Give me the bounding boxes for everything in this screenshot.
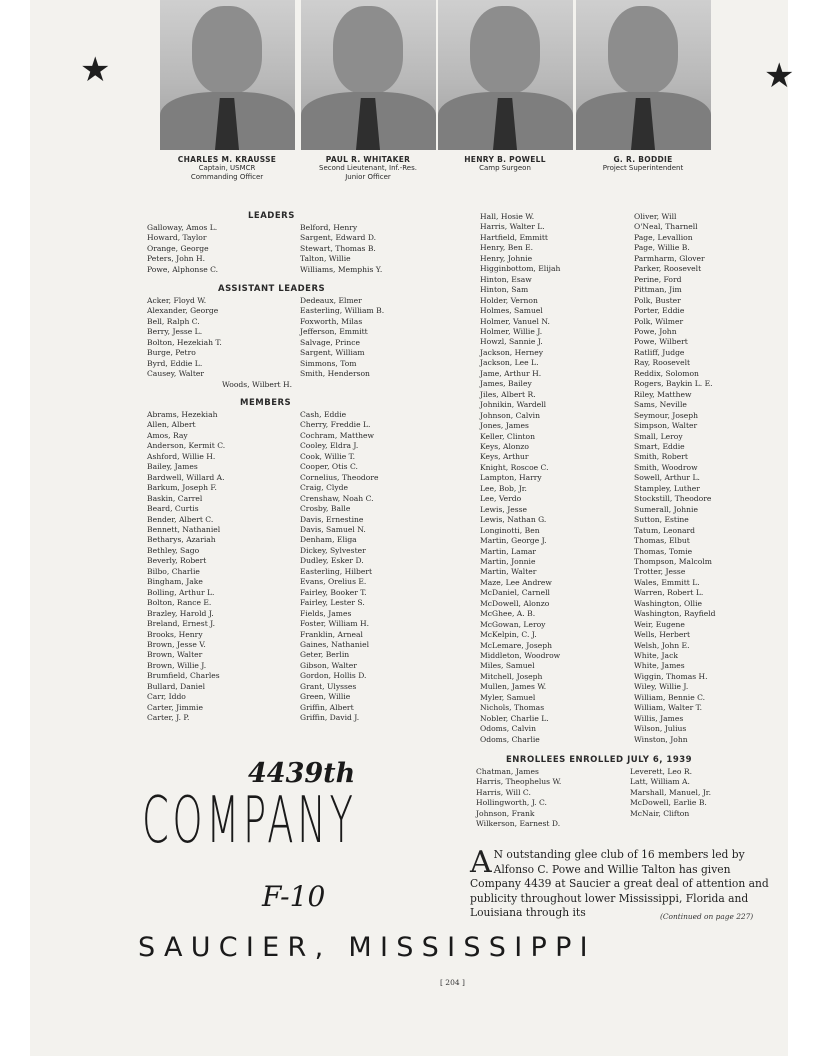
- roster-name: Thomas, Elbut: [634, 536, 690, 546]
- drop-cap: A: [470, 845, 492, 880]
- roster-name: Higginbottom, Elijah: [480, 264, 561, 274]
- roster-name: Talton, Willie: [300, 254, 351, 264]
- roster-name: Holder, Vernon: [480, 295, 538, 305]
- roster-name: Cook, Willie T.: [300, 451, 356, 461]
- roster-name: Bailey, James: [147, 462, 198, 472]
- officer-photo: [160, 0, 295, 150]
- company-code: F-10: [262, 880, 326, 913]
- roster-name: Harris, Theophelus W.: [476, 777, 562, 787]
- roster-name: Betharys, Azariah: [147, 535, 216, 545]
- officer-name: HENRY B. POWELL: [464, 155, 546, 164]
- roster-name: Carter, J. P.: [147, 713, 190, 723]
- roster-name: Cornelius, Theodore: [300, 472, 379, 482]
- roster-name: Bullard, Daniel: [147, 681, 206, 691]
- roster-name: Brooks, Henry: [147, 629, 203, 639]
- roster-name: Oliver, Will: [634, 212, 677, 221]
- roster-name: Holmer, Vanuel N.: [480, 316, 550, 326]
- roster-name: Smith, Robert: [634, 452, 688, 462]
- roster-name: Fairley, Lester S.: [300, 598, 365, 608]
- leaders-left-list: [147, 223, 218, 275]
- roster-name: Wells, Herbert: [634, 630, 691, 640]
- roster-name: Sargent, Edward D.: [300, 233, 377, 243]
- officer-rank: Captain, USMCR: [198, 164, 256, 172]
- members-heading: MEMBERS: [240, 398, 292, 408]
- roster-name: Thompson, Malcolm: [634, 556, 712, 566]
- roster-name: Stockstill, Theodore: [634, 494, 712, 504]
- roster-name: Dickey, Sylvester: [300, 545, 366, 555]
- roster-name: Jackson, Herney: [480, 347, 544, 357]
- roster-name: Odoms, Charlie: [480, 734, 540, 744]
- officer-caption: [568, 155, 718, 173]
- leaders-right-list: [300, 223, 382, 275]
- roster-name: McLemare, Joseph: [480, 640, 553, 650]
- roster-name: Gaines, Nathaniel: [300, 639, 370, 649]
- roster-name: Powe, John: [634, 326, 677, 336]
- roster-name: Cooley, Eldra J.: [300, 441, 359, 451]
- roster-name: Wilkerson, Earnest D.: [476, 819, 561, 829]
- roster-name: Orange, George: [147, 243, 209, 253]
- roster-name: Hinton, Esaw: [480, 274, 532, 284]
- roster-name: Simpson, Walter: [634, 421, 698, 431]
- roster-name: Willis, James: [634, 713, 684, 723]
- roster-name: McNair, Clifton: [630, 808, 690, 818]
- members-column-4: [634, 212, 716, 745]
- roster-name: Galloway, Amos L.: [147, 223, 218, 232]
- roster-name: Bennett, Nathaniel: [147, 524, 221, 534]
- roster-name: Bolton, Rance E.: [147, 598, 212, 608]
- leaders-heading: LEADERS: [248, 211, 295, 221]
- roster-name: Brown, Jesse V.: [147, 639, 206, 649]
- roster-name: Williams, Memphis Y.: [300, 264, 383, 274]
- roster-name: Tatum, Leonard: [634, 525, 695, 535]
- roster-name: Jackson, Lee L.: [480, 358, 539, 368]
- roster-name: Green, Willie: [300, 692, 351, 702]
- roster-name: William, Walter T.: [634, 703, 702, 713]
- officer-rank: Project Superintendent: [602, 164, 684, 172]
- roster-name: Mullen, James W.: [480, 682, 547, 692]
- roster-name: Odoms, Calvin: [480, 724, 536, 734]
- roster-name: Seymour, Joseph: [634, 410, 699, 420]
- roster-name: McDowell, Alonzo: [480, 598, 550, 608]
- roster-name: Geter, Berlin: [300, 650, 350, 660]
- roster-name: Harris, Walter L.: [480, 222, 545, 232]
- officer-name: CHARLES M. KRAUSSE: [177, 155, 277, 164]
- officer-rank: Second Lieutenant, Inf.-Res.: [319, 164, 417, 172]
- roster-name: Nobler, Charlie L.: [480, 713, 549, 723]
- roster-name: Ashford, Willie H.: [147, 451, 216, 461]
- roster-name: Dedeaux, Elmer: [300, 296, 362, 305]
- roster-name: Chatman, James: [476, 767, 539, 776]
- roster-name: Beard, Curtis: [147, 504, 199, 514]
- roster-name: Lewis, Nathan G.: [480, 515, 547, 525]
- roster-name: Brumfield, Charles: [147, 671, 220, 681]
- roster-name: Bingham, Jake: [147, 577, 203, 587]
- roster-name: Wiggin, Thomas H.: [634, 671, 708, 681]
- assistant-leaders-heading: ASSISTANT LEADERS: [218, 284, 326, 294]
- roster-name: Griffin, Albert: [300, 702, 354, 712]
- roster-name: Winston, John: [634, 734, 688, 744]
- roster-name: Henry, Ben E.: [480, 243, 534, 253]
- roster-name: Jiles, Albert R.: [480, 389, 536, 399]
- roster-name: Abrams, Hezekiah: [147, 410, 218, 419]
- roster-name: Thomas, Tomie: [634, 546, 693, 556]
- roster-name: Johnson, Calvin: [480, 410, 540, 420]
- roster-name: Wales, Emmitt L.: [634, 577, 700, 587]
- roster-name: Perine, Ford: [634, 274, 682, 284]
- roster-name: William, Bennie C.: [634, 692, 706, 702]
- roster-name: Alexander, George: [147, 306, 219, 316]
- roster-name: Trotter, Jesse: [634, 567, 686, 577]
- roster-name: Beverly, Robert: [147, 556, 207, 566]
- roster-name: Acker, Floyd W.: [147, 296, 207, 305]
- enrollees-left-list: [476, 767, 561, 830]
- roster-name: Cooper, Otis C.: [300, 462, 358, 472]
- roster-name: Crenshaw, Noah C.: [300, 493, 374, 503]
- roster-name: Denham, Eliga: [300, 535, 357, 545]
- roster-name: Brown, Walter: [147, 650, 203, 660]
- roster-name: Gordon, Hollis D.: [300, 671, 367, 681]
- roster-name: Middleton, Woodrow: [480, 651, 561, 661]
- enrollees-right-list: [630, 767, 711, 819]
- roster-name: Belford, Henry: [300, 223, 358, 232]
- roster-name: Cochram, Matthew: [300, 430, 375, 440]
- roster-name: Hall, Hosie W.: [480, 212, 535, 221]
- roster-name: Stewart, Thomas B.: [300, 243, 376, 253]
- roster-name: Bilbo, Charlie: [147, 566, 200, 576]
- roster-name: Powe, Wilbert: [634, 337, 688, 347]
- roster-name: Dudley, Esker D.: [300, 556, 364, 566]
- star-icon: ★: [80, 50, 111, 90]
- roster-name: Reddix, Solomon: [634, 368, 699, 378]
- roster-name: Anderson, Kermit C.: [147, 441, 226, 451]
- star-icon: ★: [764, 56, 795, 96]
- roster-name: Johnikin, Wardell: [480, 400, 547, 410]
- roster-name: Hartfield, Emmitt: [480, 232, 548, 242]
- roster-name: Cherry, Freddie L.: [300, 420, 371, 430]
- roster-name: Causey, Walter: [147, 369, 205, 379]
- roster-name: Fairley, Booker T.: [300, 587, 367, 597]
- roster-name: Lewis, Jesse: [480, 504, 528, 514]
- roster-name: Washington, Ollie: [634, 598, 702, 608]
- officer-role: Junior Officer: [345, 173, 391, 181]
- officer-photo: [576, 0, 711, 150]
- continued-note: (Continued on page 227): [660, 912, 754, 921]
- roster-name: Mitchell, Joseph: [480, 671, 543, 681]
- roster-name: Johnson, Frank: [476, 808, 535, 818]
- roster-name: Latt, William A.: [630, 777, 690, 787]
- roster-name: Smith, Woodrow: [634, 462, 698, 472]
- roster-name: Henry, Johnie: [480, 253, 533, 263]
- officer-rank: Camp Surgeon: [479, 164, 531, 172]
- roster-name: Easterling, William B.: [300, 306, 385, 316]
- officer-photo: [438, 0, 573, 150]
- roster-name: Martin, Jonnie: [480, 556, 536, 566]
- roster-name: Foxworth, Milas: [300, 316, 363, 326]
- assistant-leaders-right-list: [300, 296, 384, 380]
- roster-name: Howzl, Sannie J.: [480, 337, 543, 347]
- members-column-3: [480, 212, 560, 745]
- roster-name: Sumerall, Johnie: [634, 504, 698, 514]
- roster-name: Baskin, Carrel: [147, 493, 203, 503]
- roster-name: Washington, Rayfield: [634, 609, 716, 619]
- roster-name: White, James: [634, 661, 685, 671]
- roster-name: White, Jack: [634, 651, 678, 661]
- roster-name: Sutton, Estine: [634, 515, 689, 525]
- roster-name: Allen, Albert: [147, 420, 196, 430]
- roster-name: Bethley, Sago: [147, 545, 200, 555]
- roster-name: McDowell, Earlie B.: [630, 798, 707, 808]
- roster-name: Wiley, Willie J.: [634, 682, 689, 692]
- officer-caption: [152, 155, 302, 182]
- roster-name: Holmer, Willie J.: [480, 326, 543, 336]
- roster-name: Parmharm, Glover: [634, 253, 705, 263]
- roster-name: Franklin, Arneal: [300, 629, 363, 639]
- roster-name: Howard, Taylor: [147, 233, 207, 243]
- roster-name: Polk, Wilmer: [634, 316, 684, 326]
- roster-name: Smith, Henderson: [300, 369, 370, 379]
- roster-name: Lampton, Harry: [480, 473, 542, 483]
- roster-name: Miles, Samuel: [480, 661, 535, 671]
- roster-name: Leverett, Leo R.: [630, 767, 693, 776]
- roster-name: Keys, Alonzo: [480, 441, 529, 451]
- roster-name: McKelpin, C. J.: [480, 630, 537, 640]
- roster-name: Davis, Samuel N.: [300, 524, 366, 534]
- members-column-2: [300, 410, 378, 724]
- roster-name: McGowan, Leroy: [480, 619, 546, 629]
- roster-name: Bender, Albert C.: [147, 514, 214, 524]
- roster-name: Jame, Arthur H.: [480, 368, 542, 378]
- roster-name: Smart, Eddie: [634, 441, 685, 451]
- roster-name: Rogers, Baykin L. E.: [634, 379, 713, 389]
- officer-caption: [293, 155, 443, 182]
- roster-name: Foster, William H.: [300, 619, 370, 629]
- roster-name: Craig, Clyde: [300, 483, 348, 493]
- roster-name: Gibson, Walter: [300, 660, 357, 670]
- roster-name: Barkum, Joseph F.: [147, 483, 217, 493]
- roster-name: Riley, Matthew: [634, 389, 692, 399]
- roster-name: Byrd, Eddie L.: [147, 358, 203, 368]
- officer-photo: [301, 0, 436, 150]
- roster-name: Amos, Ray: [147, 430, 188, 440]
- roster-name: Easterling, Hilbert: [300, 566, 373, 576]
- roster-name: Davis, Ernestine: [300, 514, 364, 524]
- roster-name: Parker, Roosevelt: [634, 264, 702, 274]
- roster-name: Myler, Samuel: [480, 692, 536, 702]
- enrollees-heading: ENROLLEES ENROLLED JULY 6, 1939: [506, 755, 693, 765]
- roster-name: Keller, Clinton: [480, 431, 536, 441]
- roster-name: Fields, James: [300, 608, 352, 618]
- roster-name: Ratliff, Judge: [634, 347, 685, 357]
- officer-caption: [430, 155, 580, 173]
- roster-name: Polk, Buster: [634, 295, 681, 305]
- roster-name: Ray, Roosevelt: [634, 358, 691, 368]
- officer-name: G. R. BODDIE: [613, 155, 673, 164]
- roster-name: Pittman, Jim: [634, 285, 682, 295]
- roster-name: Martin, Lamar: [480, 546, 537, 556]
- roster-name: Breland, Ernest J.: [147, 619, 216, 629]
- roster-name: Harris, Will C.: [476, 787, 531, 797]
- roster-name: Hollingworth, J. C.: [476, 798, 547, 808]
- roster-name: Burge, Petro: [147, 348, 196, 358]
- roster-name: Weir, Eugene: [634, 619, 685, 629]
- members-column-1: [147, 410, 225, 724]
- roster-name: Grant, Ulysses: [300, 681, 357, 691]
- roster-name: Page, Levallion: [634, 232, 693, 242]
- roster-name: Brazley, Harold J.: [147, 608, 214, 618]
- roster-name: Bolling, Arthur L.: [147, 587, 215, 597]
- roster-name: Knight, Roscoe C.: [480, 462, 549, 472]
- officer-role: Commanding Officer: [190, 173, 264, 181]
- roster-name: Sams, Neville: [634, 400, 687, 410]
- roster-name: Porter, Eddie: [634, 306, 685, 316]
- roster-name: Bardwell, Willard A.: [147, 472, 225, 482]
- roster-name: Griffin, David J.: [300, 713, 360, 723]
- roster-name: Salvage, Prince: [300, 337, 360, 347]
- roster-name: Carr, Iddo: [147, 692, 186, 702]
- roster-name: Powe, Alphonse C.: [147, 264, 219, 274]
- roster-name: James, Bailey: [480, 379, 532, 389]
- roster-name: Welsh, John E.: [634, 640, 690, 650]
- roster-name: Nichols, Thomas: [480, 703, 545, 713]
- yearbook-page: [30, 0, 795, 1056]
- roster-name: Sargent, William: [300, 348, 365, 358]
- roster-name: Hinton, Sam: [480, 285, 529, 295]
- roster-name: Cash, Eddie: [300, 410, 347, 419]
- roster-name: Stampley, Luther: [634, 483, 700, 493]
- roster-name: Peters, John H.: [147, 254, 206, 264]
- roster-name: Sowell, Arthur L.: [634, 473, 700, 483]
- roster-name: Bolton, Hezekiah T.: [147, 337, 222, 347]
- assistant-leader-extra: Woods, Wilbert H.: [222, 380, 293, 389]
- roster-name: McGhee, A. B.: [480, 609, 536, 619]
- roster-name: Jefferson, Emmitt: [300, 327, 368, 337]
- roster-name: Jones, James: [480, 421, 529, 431]
- camp-location: SAUCIER, MISSISSIPPI: [138, 932, 596, 963]
- officer-name: PAUL R. WHITAKER: [325, 155, 411, 164]
- roster-name: Small, Leroy: [634, 431, 683, 441]
- roster-name: Lee, Bob, Jr.: [480, 483, 527, 493]
- roster-name: Warren, Robert L.: [634, 588, 704, 598]
- roster-name: Lee, Verdo: [480, 494, 522, 504]
- roster-name: Simmons, Tom: [300, 358, 357, 368]
- roster-name: Martin, George J.: [480, 536, 547, 546]
- roster-name: Holmes, Samuel: [480, 306, 543, 316]
- assistant-leaders-left-list: [147, 296, 222, 380]
- roster-name: Berry, Jesse L.: [147, 327, 203, 337]
- company-title: COMPANY: [142, 784, 357, 858]
- company-number: 4439th: [248, 758, 356, 789]
- page-number: [ 204 ]: [440, 978, 465, 987]
- paragraph-text: N outstanding glee club of 16 members led by Alfonso C. Powe and Willie Talton has given Company 4439 at Saucier a great deal of attention and publicity throughout lower Mississippi, Florida and Louisiana through its: [470, 848, 769, 920]
- roster-name: Martin, Walter: [480, 567, 537, 577]
- roster-name: Evans, Orelius E.: [300, 577, 367, 587]
- roster-name: Keys, Arthur: [480, 452, 529, 462]
- roster-name: Crosby, Balle: [300, 504, 351, 514]
- roster-name: Longinotti, Ben: [480, 525, 540, 535]
- roster-name: McDaniel, Carnell: [480, 588, 550, 598]
- roster-name: Maze, Lee Andrew: [480, 577, 552, 587]
- roster-name: Wilson, Julius: [634, 724, 687, 734]
- glee-club-paragraph: [470, 845, 780, 921]
- roster-name: Bell, Ralph C.: [147, 316, 200, 326]
- roster-name: Brown, Willie J.: [147, 660, 207, 670]
- roster-name: Marshall, Manuel, Jr.: [630, 787, 712, 797]
- roster-name: O'Neal, Tharnell: [634, 222, 698, 232]
- roster-name: Page, Willie B.: [634, 243, 690, 253]
- roster-name: Carter, Jimmie: [147, 702, 203, 712]
